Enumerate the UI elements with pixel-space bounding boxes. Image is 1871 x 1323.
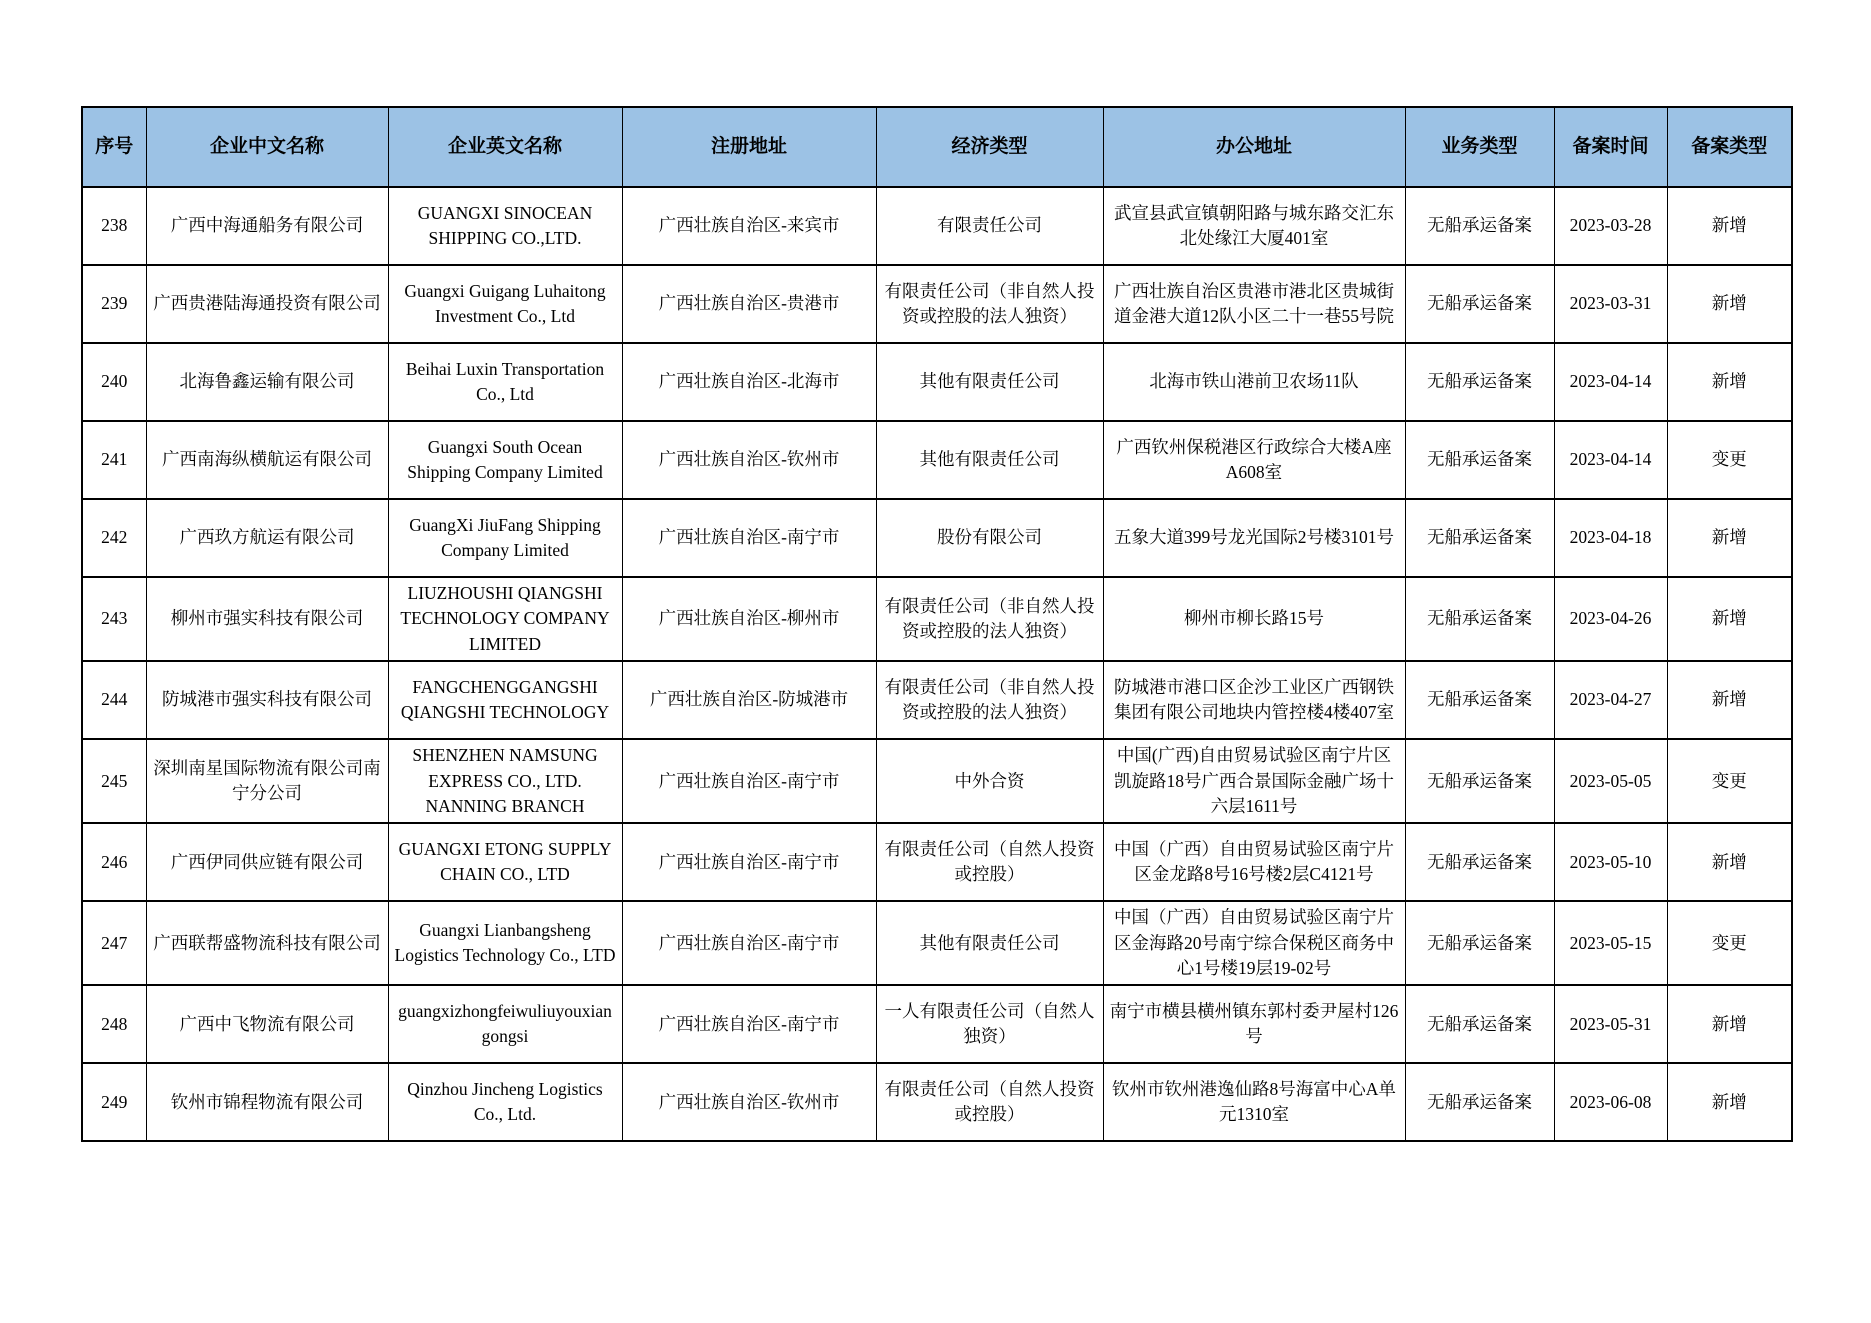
table-row [82,421,1792,499]
cell-office-address: 北海市铁山港前卫农场11队 [1103,343,1405,421]
cell-filing-type: 变更 [1667,421,1792,499]
cell-en-name: Qinzhou Jincheng Logistics Co., Ltd. [388,1063,622,1141]
cell-office-address: 柳州市柳长路15号 [1103,577,1405,661]
column-header-filing-date: 备案时间 [1554,107,1667,187]
cell-filing-date: 2023-04-14 [1554,343,1667,421]
company-filing-table [81,106,1793,1142]
cell-filing-type: 变更 [1667,739,1792,823]
cell-en-name: GuangXi JiuFang Shipping Company Limited [388,499,622,577]
cell-business-type: 无船承运备案 [1405,901,1554,985]
cell-reg-address: 广西壮族自治区-南宁市 [622,499,876,577]
cell-office-address: 武宣县武宣镇朝阳路与城东路交汇东北处缘江大厦401室 [1103,187,1405,265]
cell-filing-date: 2023-05-10 [1554,823,1667,901]
cell-filing-type: 变更 [1667,901,1792,985]
cell-filing-type: 新增 [1667,265,1792,343]
cell-business-type: 无船承运备案 [1405,577,1554,661]
cell-filing-date: 2023-04-26 [1554,577,1667,661]
cell-filing-date: 2023-03-28 [1554,187,1667,265]
cell-cn-name: 柳州市强实科技有限公司 [146,577,388,661]
cell-filing-type: 新增 [1667,343,1792,421]
cell-seq: 239 [82,265,146,343]
cell-economic-type: 其他有限责任公司 [876,343,1103,421]
cell-cn-name: 北海鲁鑫运输有限公司 [146,343,388,421]
cell-office-address: 钦州市钦州港逸仙路8号海富中心A单元1310室 [1103,1063,1405,1141]
cell-reg-address: 广西壮族自治区-贵港市 [622,265,876,343]
cell-cn-name: 广西伊同供应链有限公司 [146,823,388,901]
cell-economic-type: 其他有限责任公司 [876,421,1103,499]
cell-business-type: 无船承运备案 [1405,985,1554,1063]
cell-filing-date: 2023-05-31 [1554,985,1667,1063]
cell-seq: 249 [82,1063,146,1141]
cell-business-type: 无船承运备案 [1405,823,1554,901]
cell-reg-address: 广西壮族自治区-南宁市 [622,739,876,823]
column-header-office-address: 办公地址 [1103,107,1405,187]
cell-business-type: 无船承运备案 [1405,265,1554,343]
cell-reg-address: 广西壮族自治区-北海市 [622,343,876,421]
table-row [82,577,1792,661]
table-row [82,265,1792,343]
cell-office-address: 广西钦州保税港区行政综合大楼A座A608室 [1103,421,1405,499]
cell-cn-name: 防城港市强实科技有限公司 [146,661,388,739]
cell-cn-name: 广西贵港陆海通投资有限公司 [146,265,388,343]
column-header-filing-type: 备案类型 [1667,107,1792,187]
table-row [82,901,1792,985]
column-header-economic-type: 经济类型 [876,107,1103,187]
cell-reg-address: 广西壮族自治区-南宁市 [622,985,876,1063]
cell-business-type: 无船承运备案 [1405,739,1554,823]
cell-business-type: 无船承运备案 [1405,187,1554,265]
cell-seq: 240 [82,343,146,421]
cell-en-name: Guangxi Guigang Luhaitong Investment Co., Ltd [388,265,622,343]
cell-office-address: 南宁市横县横州镇东郭村委尹屋村126号 [1103,985,1405,1063]
cell-seq: 247 [82,901,146,985]
cell-filing-date: 2023-04-18 [1554,499,1667,577]
cell-economic-type: 有限责任公司（自然人投资或控股） [876,1063,1103,1141]
cell-seq: 244 [82,661,146,739]
cell-en-name: FANGCHENGGANGSHI QIANGSHI TECHNOLOGY [388,661,622,739]
column-header-business-type: 业务类型 [1405,107,1554,187]
cell-filing-date: 2023-04-14 [1554,421,1667,499]
cell-seq: 246 [82,823,146,901]
cell-filing-date: 2023-06-08 [1554,1063,1667,1141]
cell-reg-address: 广西壮族自治区-防城港市 [622,661,876,739]
cell-economic-type: 有限责任公司（自然人投资或控股） [876,823,1103,901]
cell-economic-type: 有限责任公司（非自然人投资或控股的法人独资） [876,577,1103,661]
cell-economic-type: 有限责任公司（非自然人投资或控股的法人独资） [876,265,1103,343]
cell-filing-type: 新增 [1667,661,1792,739]
table-row [82,187,1792,265]
table-header [82,107,1792,187]
cell-reg-address: 广西壮族自治区-南宁市 [622,901,876,985]
cell-reg-address: 广西壮族自治区-钦州市 [622,1063,876,1141]
cell-economic-type: 股份有限公司 [876,499,1103,577]
cell-business-type: 无船承运备案 [1405,661,1554,739]
column-header-en-name: 企业英文名称 [388,107,622,187]
cell-seq: 241 [82,421,146,499]
cell-reg-address: 广西壮族自治区-来宾市 [622,187,876,265]
cell-filing-type: 新增 [1667,499,1792,577]
table-row [82,343,1792,421]
cell-reg-address: 广西壮族自治区-柳州市 [622,577,876,661]
cell-filing-type: 新增 [1667,577,1792,661]
column-header-reg-address: 注册地址 [622,107,876,187]
cell-en-name: SHENZHEN NAMSUNG EXPRESS CO., LTD. NANNING BRANCH [388,739,622,823]
cell-filing-type: 新增 [1667,1063,1792,1141]
cell-cn-name: 广西中飞物流有限公司 [146,985,388,1063]
table-body [82,187,1792,1141]
cell-filing-type: 新增 [1667,985,1792,1063]
cell-cn-name: 广西南海纵横航运有限公司 [146,421,388,499]
cell-seq: 245 [82,739,146,823]
cell-business-type: 无船承运备案 [1405,343,1554,421]
table-row [82,661,1792,739]
cell-en-name: Guangxi Lianbangsheng Logistics Technology Co., LTD [388,901,622,985]
column-header-cn-name: 企业中文名称 [146,107,388,187]
cell-filing-date: 2023-05-15 [1554,901,1667,985]
cell-en-name: GUANGXI SINOCEAN SHIPPING CO.,LTD. [388,187,622,265]
cell-cn-name: 广西中海通船务有限公司 [146,187,388,265]
table-row [82,1063,1792,1141]
cell-economic-type: 其他有限责任公司 [876,901,1103,985]
cell-en-name: GUANGXI ETONG SUPPLY CHAIN CO., LTD [388,823,622,901]
cell-cn-name: 广西联帮盛物流科技有限公司 [146,901,388,985]
cell-en-name: LIUZHOUSHI QIANGSHI TECHNOLOGY COMPANY LIMITED [388,577,622,661]
cell-business-type: 无船承运备案 [1405,499,1554,577]
cell-office-address: 中国（广西）自由贸易试验区南宁片区金龙路8号16号楼2层C4121号 [1103,823,1405,901]
cell-cn-name: 广西玖方航运有限公司 [146,499,388,577]
cell-office-address: 五象大道399号龙光国际2号楼3101号 [1103,499,1405,577]
cell-en-name: guangxizhongfeiwuliuyouxiangongsi [388,985,622,1063]
cell-seq: 238 [82,187,146,265]
cell-cn-name: 钦州市锦程物流有限公司 [146,1063,388,1141]
cell-reg-address: 广西壮族自治区-南宁市 [622,823,876,901]
cell-reg-address: 广西壮族自治区-钦州市 [622,421,876,499]
cell-filing-type: 新增 [1667,187,1792,265]
cell-filing-date: 2023-03-31 [1554,265,1667,343]
cell-economic-type: 有限责任公司 [876,187,1103,265]
cell-seq: 248 [82,985,146,1063]
cell-economic-type: 一人有限责任公司（自然人独资） [876,985,1103,1063]
cell-business-type: 无船承运备案 [1405,421,1554,499]
table-row [82,499,1792,577]
cell-economic-type: 有限责任公司（非自然人投资或控股的法人独资） [876,661,1103,739]
cell-office-address: 广西壮族自治区贵港市港北区贵城街道金港大道12队小区二十一巷55号院 [1103,265,1405,343]
header-row [82,107,1792,187]
table-row [82,739,1792,823]
cell-cn-name: 深圳南星国际物流有限公司南宁分公司 [146,739,388,823]
cell-filing-date: 2023-05-05 [1554,739,1667,823]
cell-en-name: Beihai Luxin Transportation Co., Ltd [388,343,622,421]
table-row [82,985,1792,1063]
cell-economic-type: 中外合资 [876,739,1103,823]
cell-office-address: 中国（广西）自由贸易试验区南宁片区金海路20号南宁综合保税区商务中心1号楼19层19-02号 [1103,901,1405,985]
cell-seq: 242 [82,499,146,577]
cell-filing-date: 2023-04-27 [1554,661,1667,739]
cell-office-address: 防城港市港口区企沙工业区广西钢铁集团有限公司地块内管控楼4楼407室 [1103,661,1405,739]
cell-seq: 243 [82,577,146,661]
cell-en-name: Guangxi South Ocean Shipping Company Limited [388,421,622,499]
table-row [82,823,1792,901]
cell-filing-type: 新增 [1667,823,1792,901]
cell-office-address: 中国(广西)自由贸易试验区南宁片区凯旋路18号广西合景国际金融广场十六层1611号 [1103,739,1405,823]
column-header-seq: 序号 [82,107,146,187]
cell-business-type: 无船承运备案 [1405,1063,1554,1141]
